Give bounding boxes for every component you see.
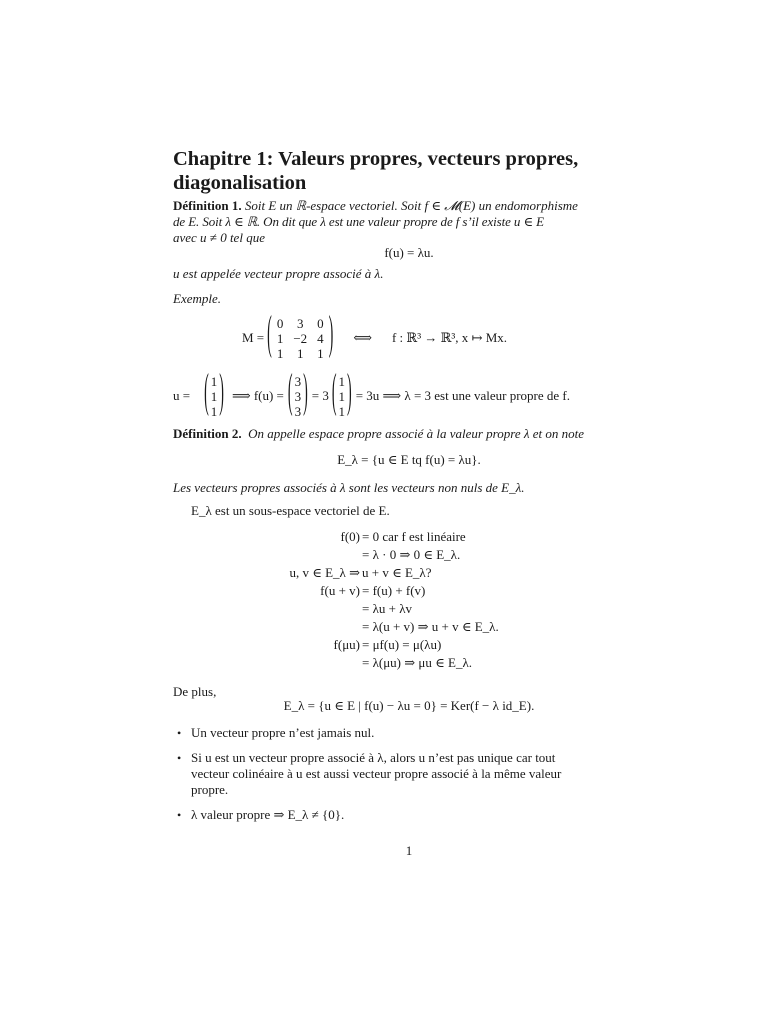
page-number: 1 [405, 843, 413, 858]
bullet-list [173, 725, 645, 823]
vector-u: 1 1 1 [210, 373, 218, 419]
definition-2-after: Les vecteurs propres associés à λ sont les vecteurs non nuls de E_λ. [173, 480, 525, 495]
definition-1-line1: Soit E un ℝ-espace vectoriel. Soit f ∈ 𝓜(E) un endomorphisme [244, 198, 578, 213]
right-paren-icon: ) [328, 310, 334, 362]
left-paren-icon: ( [287, 368, 293, 420]
right-paren-icon: ) [303, 368, 308, 420]
bullet-icon: • [177, 808, 182, 822]
equation-f-u: f(u) = λu. [384, 245, 434, 260]
example-label: Exemple. [173, 291, 222, 306]
de-plus-label: De plus, [173, 684, 217, 699]
example-vector-row [173, 368, 571, 420]
u-lhs: u = [173, 388, 191, 403]
bullet-icon: • [177, 726, 182, 740]
vector-ones: 1 1 1 [338, 373, 346, 419]
matrix-M: 0 3 0 1 −2 4 1 1 1 [276, 315, 324, 361]
equation-eigenspace: E_λ = {u ∈ E tq f(u) = λu}. [337, 452, 481, 467]
list-item: • Si u est un vecteur propre associé à λ, alors u n’est pas unique car tout vecteur colinéaire à u est aussi vecteur propre associé à la même valeur propre. [177, 750, 562, 797]
equals-three: = 3 [311, 388, 329, 403]
left-paren-icon: ( [331, 368, 337, 420]
definition-2-text: On appelle espace propre associé à la valeur propre λ et on note [248, 426, 584, 441]
map-definition: f : ℝ³ → ℝ³, x ↦ Mx. [391, 330, 508, 345]
subspace-proof: f(0) = 0 car f est linéaire = λ · 0 ⇒ 0 ∈ E_λ. u, v ∈ E_λ ⇒ u + v ∈ E_λ? f(u + v) = f(u) + f(v) = λu + λv = λ(u + v) ⇒ u + v ∈ E_λ. f(μu) = μf(u) = μ(λu) = λ(μu) ⇒ μu ∈ E_λ. [289, 529, 499, 670]
list-item: • λ valeur propre ⇒ E_λ ≠ {0}. [177, 807, 345, 822]
definition-1-line3: avec u ≠ 0 tel que [173, 230, 265, 245]
example-conclusion: = 3u ⟹ λ = 3 est une valeur propre de f. [355, 388, 571, 403]
bullet-icon: • [177, 751, 182, 765]
left-paren-icon: ( [204, 368, 209, 420]
subspace-intro: E_λ est un sous-espace vectoriel de E. [191, 503, 390, 518]
right-paren-icon: ) [219, 368, 224, 420]
definition-2 [173, 426, 645, 442]
iff-symbol: ⟺ [353, 330, 372, 345]
implies-fu: ⟹ f(u) = [231, 388, 284, 403]
chapter-title: Chapitre 1: Valeurs propres, vecteurs propres, diagonalisation [173, 148, 579, 194]
vector-fu: 3 3 3 [294, 373, 302, 419]
right-paren-icon: ) [347, 368, 352, 420]
list-item: • Un vecteur propre n’est jamais nul. [177, 725, 375, 740]
matrix-lhs: M = [242, 330, 265, 345]
definition-1-after: u est appelée vecteur propre associé à λ. [173, 266, 384, 281]
definition-1-label: Définition 1. [173, 198, 242, 213]
equation-kernel: E_λ = {u ∈ E | f(u) − λu = 0} = Ker(f − λ id_E). [283, 698, 535, 713]
example-matrix-row [242, 310, 508, 362]
left-paren-icon: ( [267, 310, 272, 362]
definition-1 [173, 198, 645, 246]
definition-2-label: Définition 2. [173, 426, 242, 441]
definition-1-line2: de E. Soit λ ∈ ℝ. On dit que λ est une valeur propre de f s’il existe u ∈ E [173, 214, 544, 229]
